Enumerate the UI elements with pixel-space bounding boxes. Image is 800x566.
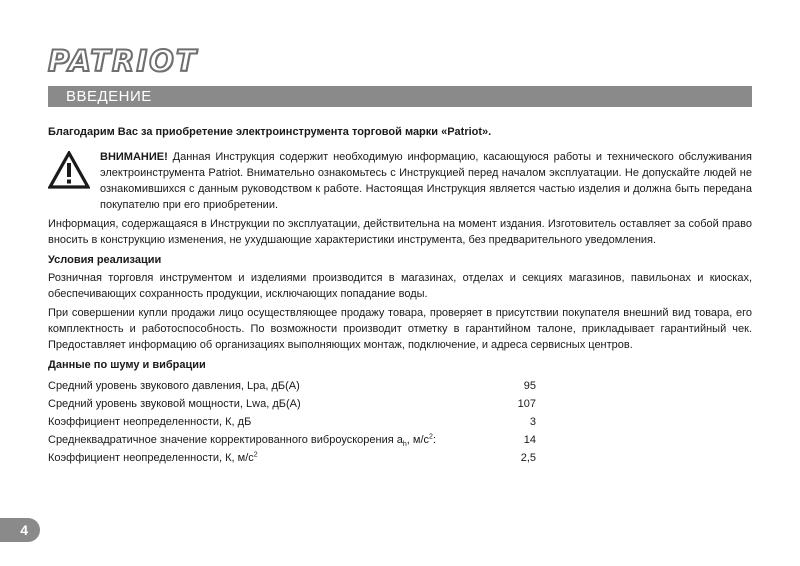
param-value: 14 (523, 434, 536, 446)
param-value: 2,5 (520, 452, 536, 464)
param-value: 107 (517, 398, 536, 410)
info-paragraph: Информация, содержащаяся в Инструкции по эксплуатации, действительна на момент издания. Изготовитель оставляет за собой право вносить в конструкцию изменения, не ухудшающие характеристики инструмента, без предварительного уведомления. (48, 218, 752, 246)
noise-heading: Данные по шуму и вибрации (48, 359, 206, 371)
thanks-text: Благодарим Вас за приобретение электроинструмента торговой марки «Patriot». (48, 126, 492, 138)
sales-paragraph-1: Розничная торговля инструментом и изделиями производится в магазинах, отделах и секциях магазинов, павильонах и киосках, обеспечивающих сохранность продукции, исключающих попадание воды. (48, 272, 752, 300)
sales-paragraph-2: При совершении купли продажи лицо осуществляющее продажу товара, проверяет в присутствии покупателя внешний вид товара, его комплектность и работоспособность. По возможности производит отметку в гарантийном талоне, прикладывает гарантийный чек. Предоставляет информацию об организациях выполняющих монтаж, подключение, и адреса сервисных центров. (48, 307, 752, 351)
param-label: Среднеквадратичное значение корректированного виброускорения $a_h$, $м/с^2$: (48, 433, 436, 449)
warning-text (100, 149, 752, 213)
param-label: Коэффициент неопределенности, К, дБ (48, 416, 252, 428)
sales-heading: Условия реализации (48, 254, 162, 266)
param-row (48, 395, 536, 413)
section-title: ВВЕДЕНИЕ (66, 88, 152, 105)
param-row (48, 377, 536, 395)
warning-triangle-icon (48, 149, 100, 194)
page-number: 4 (20, 522, 28, 538)
section-header (48, 86, 752, 107)
param-row (48, 449, 536, 467)
param-label: Средний уровень звукового давления, Lpa, дБ(А) (48, 380, 300, 392)
param-value: 95 (523, 380, 536, 392)
param-row (48, 413, 536, 431)
noise-vibration-table (48, 377, 536, 467)
patriot-logo: PATRIOT (48, 44, 198, 78)
warning-heading: ВНИМАНИЕ! (100, 151, 168, 163)
warning-body: Данная Инструкция содержит необходимую информацию, касающуюся работы и технического обслуживания электроинструмента Patriot. Внимательно ознакомьтесь с Инструкцией перед началом эксплуатации. Не допускайте людей не ознакомившихся с данным руководством к работе. Настоящая Инструкция является частью изделия и должна быть передана покупателю при его приобретении. (100, 151, 752, 211)
page-number-tab (0, 518, 40, 542)
warning-block (48, 149, 752, 213)
param-label: Коэффициент неопределенности, К, $м/с^2$ (48, 451, 258, 464)
page-content (48, 124, 752, 467)
param-value: 3 (529, 416, 536, 428)
param-label: Средний уровень звуковой мощности, Lwa, дБ(А) (48, 398, 301, 410)
param-row (48, 431, 536, 449)
